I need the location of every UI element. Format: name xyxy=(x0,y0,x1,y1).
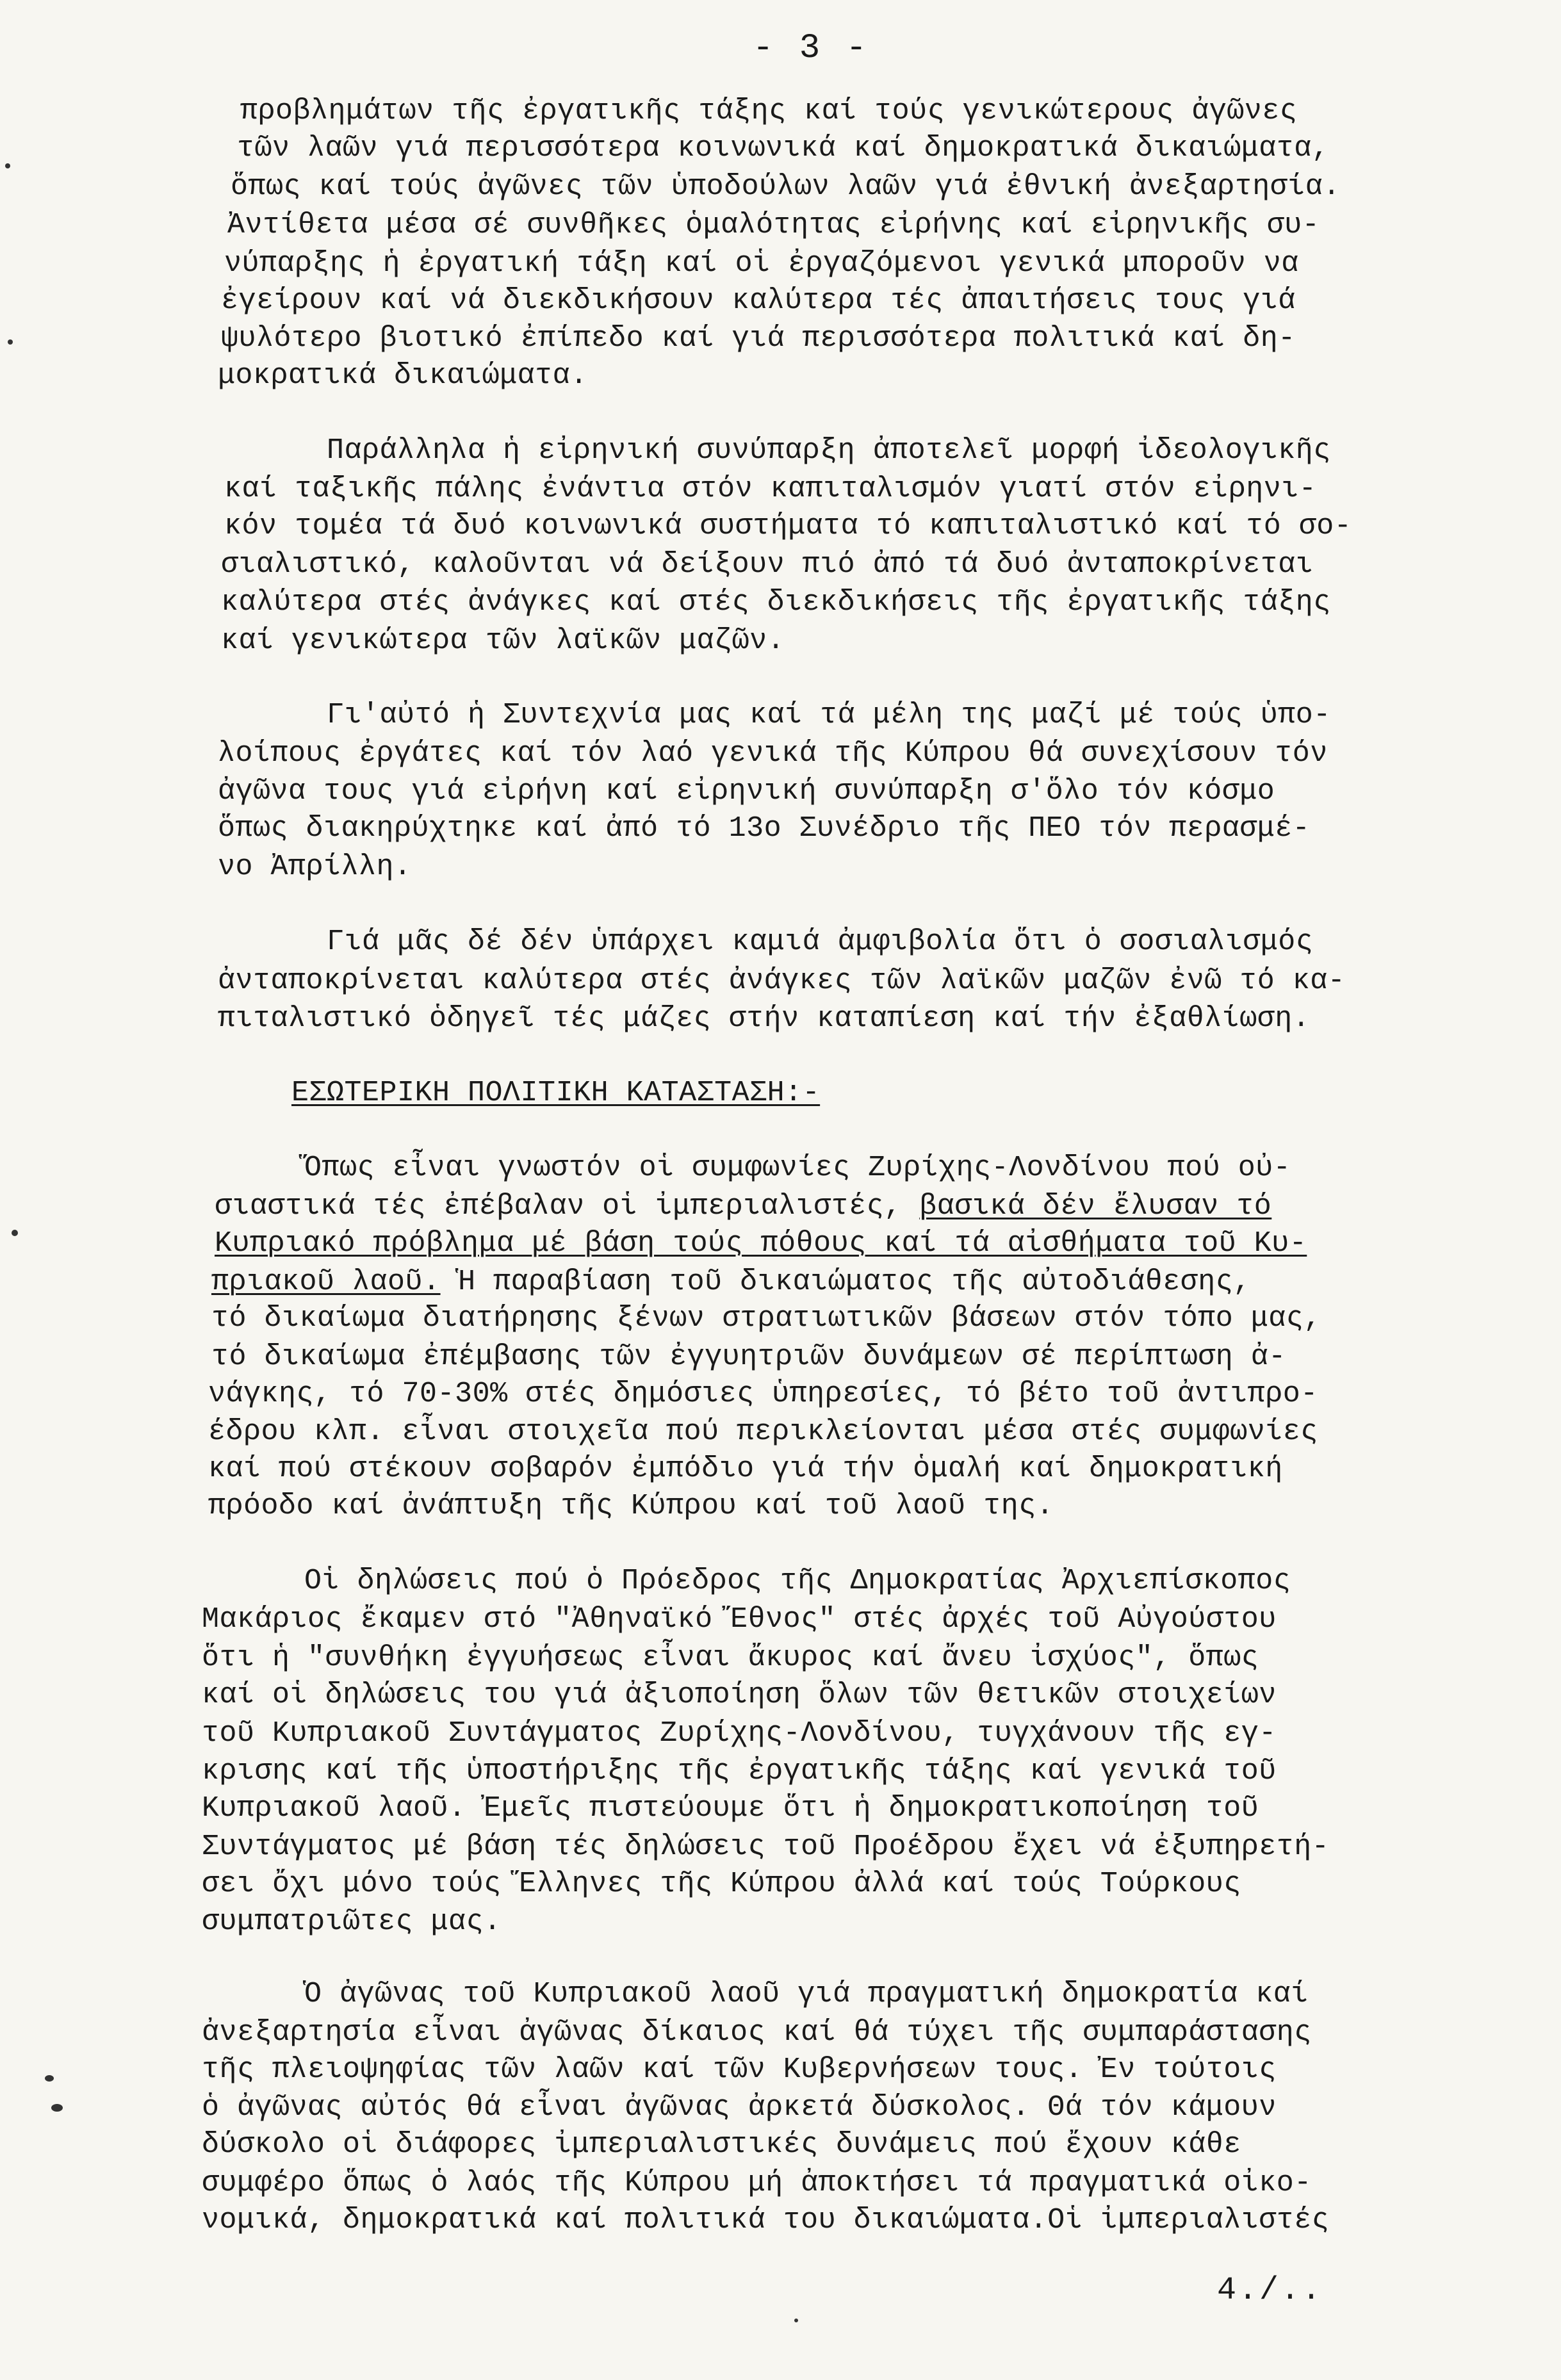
text-line: νο Ἀπρίλλη. xyxy=(218,851,412,883)
text-line: ὁ ἀγῶνας αὐτός θά εἶναι ἀγῶνας ἀρκετά δύσκολος. Θά τόν κάμουν xyxy=(202,2091,1277,2124)
text-line: σει ὄχι μόνο τούς Ἕλληνες τῆς Κύπρου ἀλλά καί τούς Τούρκους xyxy=(202,1868,1241,1900)
section-heading: ΕΣΩΤΕΡΙΚΗ ΠΟΛΙΤΙΚΗ ΚΑΤΑΣΤΑΣΗ:- xyxy=(291,1077,821,1109)
scan-speck xyxy=(8,339,13,345)
scan-speck xyxy=(51,2104,63,2112)
text-line: τό δικαίωμα ἐπέμβασης τῶν ἐγγυητριῶν δυνάμεων σέ περίπτωση ἀ- xyxy=(211,1341,1286,1373)
page-number: - 3 - xyxy=(753,29,870,68)
text-line: καί γενικώτερα τῶν λαϊκῶν μαζῶν. xyxy=(221,624,785,657)
text-line: έδρου κλπ. εἶναι στοιχεῖα πού περικλείονται μέσα στές συμφωνίες xyxy=(208,1415,1318,1448)
text-line xyxy=(215,1188,1271,1225)
text-line: Οἱ δηλώσεις πού ὁ Πρόεδρος τῆς Δημοκρατίας Ἀρχιεπίσκοπος xyxy=(304,1565,1291,1597)
text-line: καί πού στέκουν σοβαρόν ἐμπόδιο γιά τήν ὁμαλή καί δημοκρατική xyxy=(208,1453,1283,1485)
text-line: νάγκης, τό 70-30% στές δημόσιες ὑπηρεσίες, τό βέτο τοῦ ἀντιπρο- xyxy=(208,1378,1318,1410)
text-line: Ὁ ἀγῶνας τοῦ Κυπριακοῦ λαοῦ γιά πραγματική δημοκρατία καί xyxy=(304,1978,1309,2010)
text-line: Μακάριος ἔκαμεν στό "Ἀθηναϊκό Ἔθνος" στές ἀρχές τοῦ Αὐγούστου xyxy=(202,1603,1277,1636)
underlined-phrase: πριακοῦ λαοῦ. xyxy=(211,1266,441,1298)
text-line: Ὅπως εἶναι γνωστόν οἱ συμφωνίες Ζυρίχης-Λονδίνου πού οὐ- xyxy=(304,1152,1291,1184)
text-line: πιταλιστικό ὁδηγεῖ τές μάζες στήν καταπίεση καί τήν ἐξαθλίωση. xyxy=(218,1002,1311,1035)
text-run: Ἡ παραβίαση τοῦ δικαιώματος τῆς αὐτοδιάθεσης, xyxy=(440,1266,1251,1298)
text-line: νομικά, δημοκρατικά καί πολιτικά του δικαιώματα.Οἱ ἰμπεριαλιστές xyxy=(202,2204,1330,2237)
text-line: κόν τομέα τά δυό κοινωνικά συστήματα τό καπιταλιστικό καί τό σο- xyxy=(224,510,1352,542)
text-line: συμπατριῶτες μας. xyxy=(202,1905,502,1938)
text-line: καλύτερα στές ἀνάγκες καί στές διεκδικήσεις τῆς ἐργατικῆς τάξης xyxy=(221,586,1331,619)
text-line: τό δικαίωμα διατήρησης ξένων στρατιωτικῶν βάσεων στόν τόπο μας, xyxy=(211,1302,1321,1335)
text-line: Κυπριακοῦ λαοῦ. Ἐμεῖς πιστεύουμε ὅτι ἡ δημοκρατικοποίηση τοῦ xyxy=(202,1792,1259,1825)
text-line: ὅτι ἡ "συνθήκη ἐγγυήσεως εἶναι ἄκυρος καί ἄνευ ἰσχύος", ὅπως xyxy=(202,1642,1259,1674)
text-line: Συντάγματος μέ βάση τές δηλώσεις τοῦ Προέδρου ἔχει νά ἐξυπηρετή- xyxy=(202,1830,1330,1863)
text-line: ὅπως καί τούς ἀγῶνες τῶν ὑποδούλων λαῶν γιά ἐθνική ἀνεξαρτησία. xyxy=(231,170,1341,203)
scan-speck xyxy=(12,1230,18,1236)
text-run: σιαστικά τές ἐπέβαλαν οἱ ἰμπεριαλιστές, xyxy=(215,1190,920,1223)
text-line: ὅπως διακηρύχτηκε καί ἀπό τό 13ο Συνέδριο τῆς ΠΕΟ τόν περασμέ- xyxy=(218,812,1311,845)
text-line: τοῦ Κυπριακοῦ Συντάγματος Ζυρίχης-Λονδίνου, τυγχάνουν τῆς εγ- xyxy=(202,1717,1277,1750)
underlined-phrase: βασικά δέν ἔλυσαν τό xyxy=(919,1190,1272,1223)
text-line: Γιά μᾶς δέ δέν ὑπάρχει καμιά ἀμφιβολία ὅτι ὁ σοσιαλισμός xyxy=(327,925,1314,958)
text-line: ἀγῶνα τους γιά εἰρήνη καί εἰρηνική συνύπαρξη σ'ὅλο τόν κόσμο xyxy=(218,775,1275,808)
text-line: τῆς πλειοψηφίας τῶν λαῶν καί τῶν Κυβερνήσεων τους. Ἐν τούτοις xyxy=(202,2053,1277,2086)
text-line: ἀνεξαρτησία εἶναι ἀγῶνας δίκαιος καί θά τύχει τῆς συμπαράστασης xyxy=(202,2016,1312,2049)
text-line: καί ταξικῆς πάλης ἐνάντια στόν καπιταλισμόν γιατί στόν εἰρηνι- xyxy=(224,473,1317,505)
text-line: Ἀντίθετα μέσα σέ συνθῆκες ὁμαλότητας εἰρήνης καί εἰρηνικῆς συ- xyxy=(227,209,1320,241)
text-line xyxy=(211,1264,1251,1301)
text-line: ἀνταποκρίνεται καλύτερα στές ἀνάγκες τῶν λαϊκῶν μαζῶν ἐνῶ τό κα- xyxy=(218,965,1346,997)
text-line: ψυλότερο βιοτικό ἐπίπεδο καί γιά περισσότερα πολιτικά καί δη- xyxy=(221,322,1296,355)
continuation-marker: 4./.. xyxy=(1217,2272,1323,2309)
text-line: δύσκολο οἱ διάφορες ἰμπεριαλιστικές δυνάμεις πού ἔχουν κάθε xyxy=(202,2128,1241,2161)
scan-speck xyxy=(45,2075,54,2082)
text-line: συμφέρο ὅπως ὁ λαός τῆς Κύπρου μή ἀποκτήσει τά πραγματικά οἰκο- xyxy=(202,2167,1312,2199)
text-line: προβλημάτων τῆς ἐργατικῆς τάξης καί τούς γενικώτερους ἀγῶνες xyxy=(240,95,1298,127)
text-line: καί οἱ δηλώσεις του γιά ἀξιοποίηση ὅλων τῶν θετικῶν στοιχείων xyxy=(202,1679,1277,1711)
scan-speck xyxy=(5,163,10,168)
text-line: Κυπριακό πρόβλημα μέ βάση τούς πόθους καί τά αἰσθήματα τοῦ Κυ- xyxy=(215,1227,1307,1260)
text-line: ἐγείρουν καί νά διεκδικήσουν καλύτερα τές ἀπαιτήσεις τους γιά xyxy=(221,284,1296,317)
scan-speck xyxy=(794,2319,798,2322)
text-line: μοκρατικά δικαιώματα. xyxy=(218,359,588,392)
text-line: πρόοδο καί ἀνάπτυξη τῆς Κύπρου καί τοῦ λαοῦ της. xyxy=(208,1490,1054,1522)
text-line: σιαλιστικό, καλοῦνται νά δείξουν πιό ἀπό τά δυό ἀνταποκρίνεται xyxy=(221,548,1314,581)
text-line: Παράλληλα ἡ εἰρηνική συνύπαρξη ἀποτελεῖ μορφή ἰδεολογικῆς xyxy=(327,434,1331,467)
text-line: νύπαρξης ἡ ἐργατική τάξη καί οἱ ἐργαζόμενοι γενικά μποροῦν να xyxy=(224,247,1299,280)
text-line: Γι'αὐτό ἡ Συντεχνία μας καί τά μέλη της μαζί μέ τούς ὑπο- xyxy=(327,699,1331,731)
text-line: τῶν λαῶν γιά περισσότερα κοινωνικά καί δημοκρατικά δικαιώματα, xyxy=(237,132,1330,165)
text-line: κρισης καί τῆς ὑποστήριξης τῆς ἐργατικῆς τάξης καί γενικά τοῦ xyxy=(202,1755,1277,1788)
text-line: λοίπους ἐργάτες καί τόν λαό γενικά τῆς Κύπρου θά συνεχίσουν τόν xyxy=(218,737,1328,770)
